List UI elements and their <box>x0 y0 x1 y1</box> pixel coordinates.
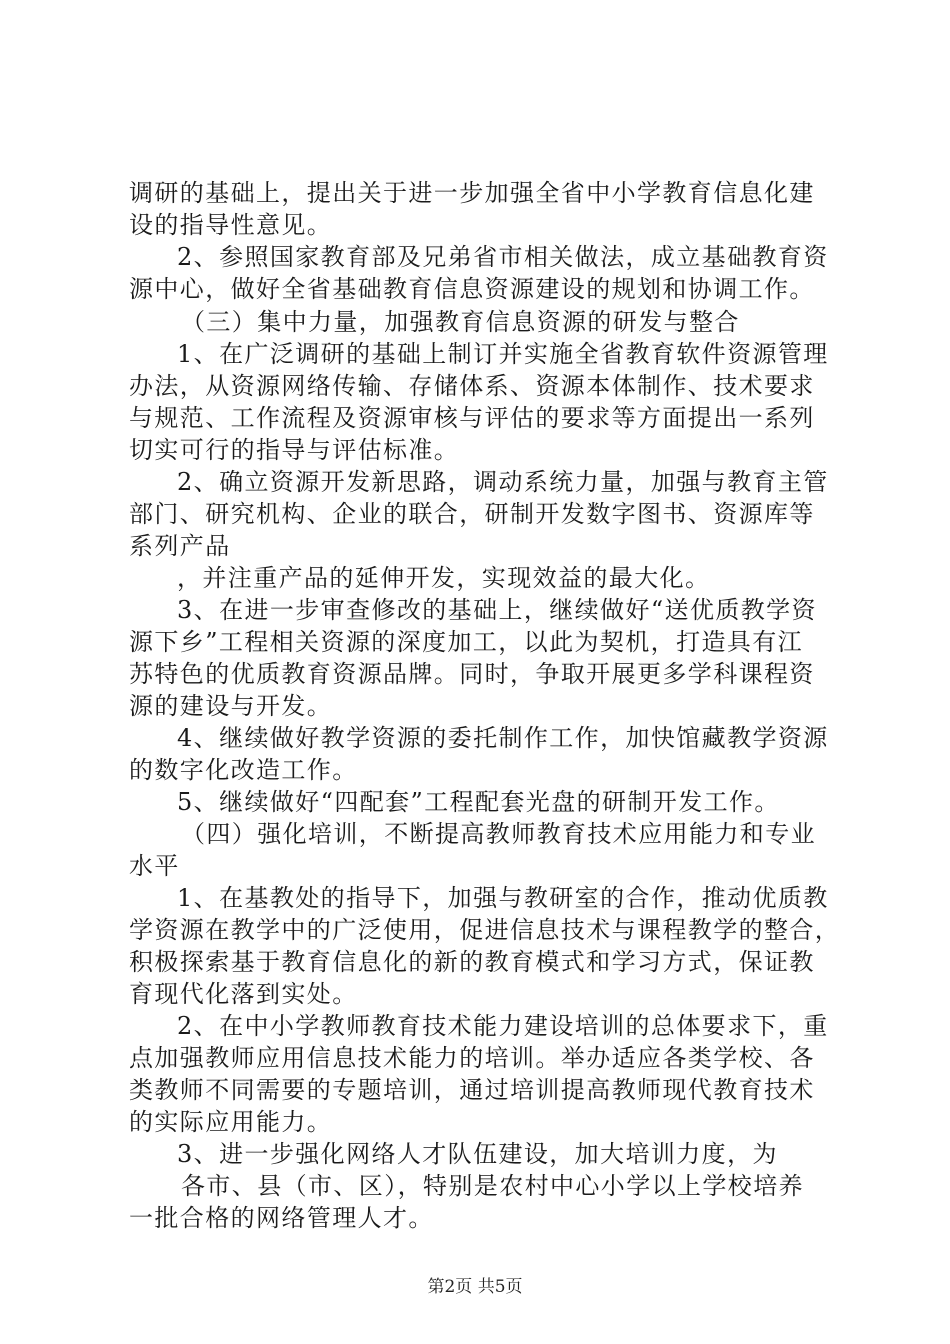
text-line: 切实可行的指导与评估标准。 <box>129 436 460 464</box>
text-line: 1、在基教处的指导下，加强与教研室的合作，推动优质教 <box>177 884 829 912</box>
text-line: 积极探索基于教育信息化的新的教育模式和学习方式，保证教 <box>129 948 815 976</box>
text-line: 源的建设与开发。 <box>129 692 333 720</box>
text-line: 系列产品 <box>129 532 231 560</box>
text-line: 一批合格的网络管理人才。 <box>129 1204 434 1232</box>
text-line: 2、参照国家教育部及兄弟省市相关做法，成立基础教育资 <box>177 243 829 271</box>
text-line: 设的指导性意见。 <box>129 211 333 239</box>
text-line: 2、在中小学教师教育技术能力建设培训的总体要求下，重 <box>177 1012 829 1040</box>
page-number-footer: 第2页 共5页 <box>427 1277 523 1297</box>
text-line: 调研的基础上，提出关于进一步加强全省中小学教育信息化建 <box>129 179 815 207</box>
text-line: 部门、研究机构、企业的联合，研制开发数字图书、资源库等 <box>129 500 815 528</box>
section-heading: （四）强化培训，不断提高教师教育技术应用能力和专业 <box>181 820 816 848</box>
text-line: 育现代化落到实处。 <box>129 980 358 1008</box>
section-heading: （三）集中力量，加强教育信息资源的研发与整合 <box>181 308 740 336</box>
text-line: ，并注重产品的延伸开发，实现效益的最大化。 <box>177 564 711 592</box>
text-line: 1、在广泛调研的基础上制订并实施全省教育软件资源管理 <box>177 340 829 368</box>
text-line: 3、进一步强化网络人才队伍建设，加大培训力度，为 <box>177 1140 778 1168</box>
text-line: 4、继续做好教学资源的委托制作工作，加快馆藏教学资源 <box>177 724 829 752</box>
text-line: 的数字化改造工作。 <box>129 756 358 784</box>
text-line: 3、在进一步审查修改的基础上，继续做好“送优质教学资 <box>177 596 817 624</box>
text-line: 的实际应用能力。 <box>129 1108 333 1136</box>
text-line: 类教师不同需要的专题培训，通过培训提高教师现代教育技术 <box>129 1076 815 1104</box>
text-line: 与规范、工作流程及资源审核与评估的要求等方面提出一系列 <box>129 404 815 432</box>
text-line: 办法，从资源网络传输、存储体系、资源本体制作、技术要求 <box>129 372 815 400</box>
text-line: 苏特色的优质教育资源品牌。同时，争取开展更多学科课程资 <box>129 660 815 688</box>
text-line: 各市、县（市、区），特别是农村中心小学以上学校培养 <box>181 1172 804 1200</box>
text-line: 点加强教师应用信息技术能力的培训。举办适应各类学校、各 <box>129 1044 815 1072</box>
text-line: 5、继续做好“四配套”工程配套光盘的研制开发工作。 <box>177 788 780 816</box>
text-line: 2、确立资源开发新思路，调动系统力量，加强与教育主管 <box>177 468 829 496</box>
text-line: 学资源在教学中的广泛使用，促进信息技术与课程教学的整合， <box>129 916 841 944</box>
text-line: 源中心，做好全省基础教育信息资源建设的规划和协调工作。 <box>129 275 815 303</box>
section-heading-continued: 水平 <box>129 852 180 880</box>
text-line: 源下乡”工程相关资源的深度加工，以此为契机，打造具有江 <box>129 628 804 656</box>
